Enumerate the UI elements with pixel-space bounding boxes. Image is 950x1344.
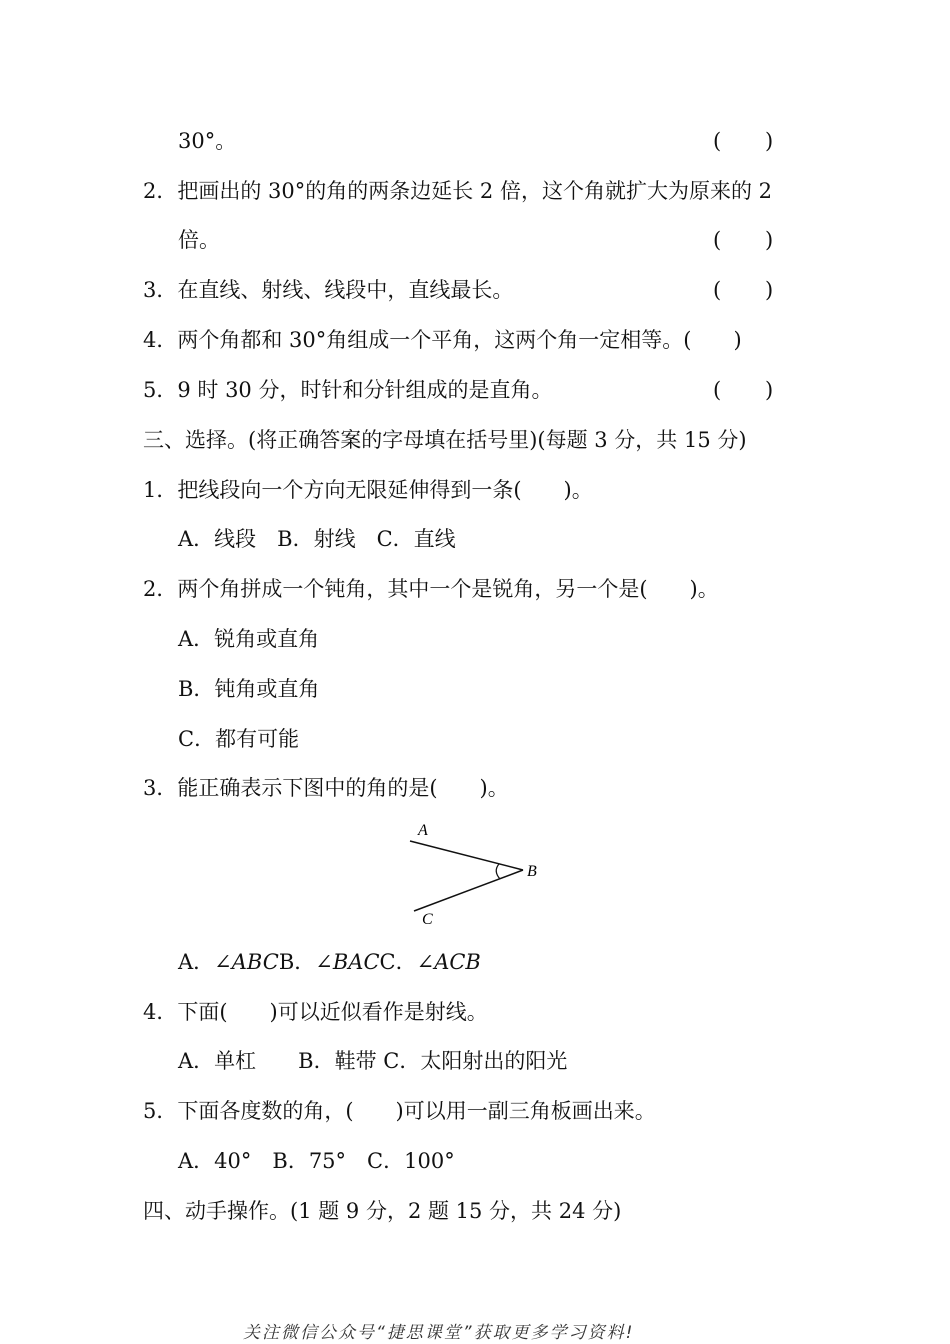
angle-figure bbox=[400, 815, 560, 930]
judge-item-2-text: 2．把画出的 30°的角的两条边延长 2 倍，这个角就扩大为原来的 2 bbox=[143, 179, 773, 203]
judge-item-5-text: 5．9 时 30 分，时针和分针组成的是直角。 bbox=[143, 378, 553, 402]
label-b: B bbox=[527, 863, 537, 880]
judge-item-1-text: 30°。 bbox=[178, 129, 237, 153]
choice-q3-stem: 3．能正确表示下图中的角的是( )。 bbox=[143, 776, 509, 800]
choice-q1-stem: 1．把线段向一个方向无限延伸得到一条( )。 bbox=[143, 478, 593, 502]
choice-q5-stem: 5．下面各度数的角，( )可以用一副三角板画出来。 bbox=[143, 1099, 656, 1123]
label-c: C bbox=[422, 911, 433, 928]
ray-bc bbox=[414, 870, 523, 911]
footer-promo-text: 关注微信公众号“捷思课堂”获取更多学习资料! bbox=[243, 1323, 635, 1343]
judge-item-2-text-cont: 倍。 bbox=[178, 228, 220, 252]
label-a: A bbox=[418, 822, 428, 839]
choice-q2-stem: 2．两个角拼成一个钝角，其中一个是锐角，另一个是( )。 bbox=[143, 577, 719, 601]
ray-ba bbox=[410, 841, 523, 870]
judge-item-3-text: 3．在直线、射线、线段中，直线最长。 bbox=[143, 278, 514, 302]
judge-item-4-text: 4．两个角都和 30°角组成一个平角，这两个角一定相等。( ) bbox=[143, 328, 742, 352]
angle-arc bbox=[496, 864, 500, 879]
choice-q4-stem: 4．下面( )可以近似看作是射线。 bbox=[143, 1000, 488, 1024]
